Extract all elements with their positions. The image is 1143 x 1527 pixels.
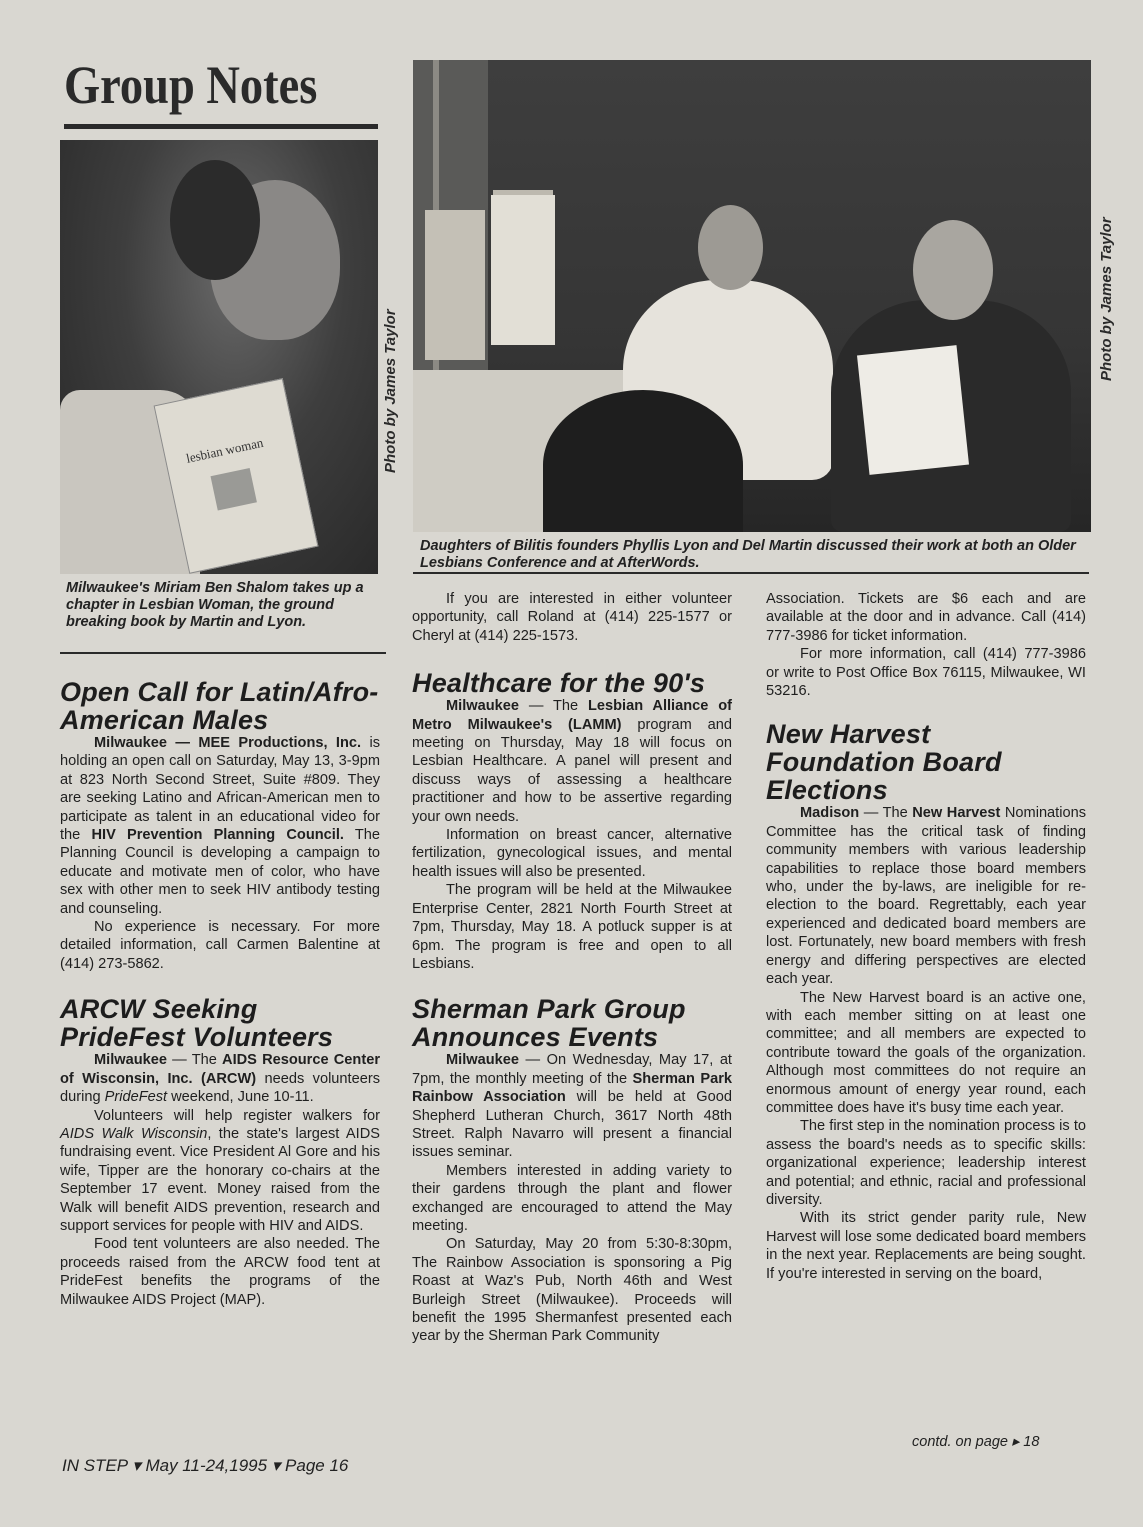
headline-arcw: ARCW Seeking PrideFest Volunteers bbox=[60, 994, 334, 1053]
section-title: Group Notes bbox=[64, 55, 318, 115]
photo-miriam-ben-shalom bbox=[60, 140, 378, 574]
column-2 bbox=[412, 590, 732, 1346]
photo-lyon-and-martin bbox=[413, 60, 1091, 532]
column-3 bbox=[766, 590, 1086, 1283]
new-harvest-paragraph-4: With its strict gender parity rule, New Harvest will lose some dedicated board members in the next year. Replacements are being sought. If you're interested in serving on the board, bbox=[766, 1210, 1086, 1282]
new-harvest-paragraph-3: The first step in the nomination process is to assess the board's needs as to specific skills: organizational experience; leadership interest and potential; and ethnic, racial and professional diversity. bbox=[766, 1118, 1086, 1208]
sherman-paragraph-1: Milwaukee — On Wednesday, May 17, at 7pm, the monthly meeting of the Sherman Park Rainbow Association will be held at Good Shepherd Lutheran Church, 3617 North 48th Street. Ralph Navarro will present a financial issues seminar. bbox=[412, 1052, 732, 1161]
healthcare-paragraph-2: Information on breast cancer, alternative fertilization, gynecological issues, and mental health issues will also be presented. bbox=[412, 827, 732, 880]
column-1 bbox=[60, 678, 380, 1309]
title-rule bbox=[64, 124, 378, 129]
caption-left: Milwaukee's Miriam Ben Shalom takes up a chapter in Lesbian Woman, the ground breaking book by Martin and Lyon. bbox=[66, 580, 364, 630]
arcw-paragraph-3: Food tent volunteers are also needed. The proceeds raised from the ARCW food tent at PrideFest benefits the programs of the Milwaukee AIDS Project (MAP). bbox=[60, 1236, 380, 1308]
arcw-paragraph-2: Volunteers will help register walkers for AIDS Walk Wisconsin, the state's largest AIDS fundraising event. Vice President Al Gore and his wife, Tipper are the honorary co-chairs at the September 17 event. Money raised from the Walk will benefit AIDS prevention, research and support services for people with HIV and AIDS. bbox=[60, 1107, 380, 1234]
photo-credit-right: Photo by James Taylor bbox=[1098, 217, 1115, 381]
caption-left-rule bbox=[60, 652, 386, 654]
arcw-paragraph-4: If you are interested in either volunteer opportunity, call Roland at (414) 225-1577 or Cheryl at (414) 225-1573. bbox=[412, 591, 732, 644]
sherman-paragraph-2: Members interested in adding variety to their gardens through the plant and flower exchanged are encouraged to attend the May meeting. bbox=[412, 1162, 732, 1234]
new-harvest-paragraph-1: Madison — The New Harvest Nominations Committee has the critical task of finding community members with various leadership capabilities to replace those board members who, under the by-laws, are ineligible for re-election to the board. Regrettably, each year experienced and dedicated board members are lost. Fortunately, new board members with fresh energy and differing perspectives are elected each year. bbox=[766, 805, 1087, 988]
book-title: lesbian woman bbox=[184, 434, 265, 466]
healthcare-paragraph-1: Milwaukee — The Lesbian Alliance of Metro Milwaukee's (LAMM) program and meeting on Thursday, May 18 will focus on Lesbian Healthcare. A panel will present and discuss ways of assessing a healthcare practitioner and how to be assertive regarding your own needs. bbox=[412, 698, 732, 825]
photo-credit-left: Photo by James Taylor bbox=[382, 309, 399, 473]
new-harvest-paragraph-2: The New Harvest board is an active one, with each member sitting on at least one committee; and all members are expected to contribute toward the goals of the organization. Although most committees do not require an enormous amount of energy year round, each committee does have it's busy time each year. bbox=[766, 989, 1086, 1116]
arcw-paragraph-1: Milwaukee — The AIDS Resource Center of Wisconsin, Inc. (ARCW) needs volunteers during PrideFest weekend, June 10-11. bbox=[60, 1052, 380, 1106]
continued-on-page: contd. on page ▸ 18 bbox=[912, 1434, 1040, 1450]
page-footer: IN STEP ▾ May 11-24,1995 ▾ Page 16 bbox=[62, 1456, 349, 1475]
open-call-paragraph-2: No experience is necessary. For more detailed information, call Carmen Balentine at (414) 273-5862. bbox=[60, 919, 380, 972]
caption-right: Daughters of Bilitis founders Phyllis Lyon and Del Martin discussed their work at both an Older Lesbians Conference and at AfterWords. bbox=[420, 538, 1076, 571]
sherman-paragraph-4: For more information, call (414) 777-3986 or write to Post Office Box 76115, Milwaukee, WI 53216. bbox=[766, 646, 1086, 700]
healthcare-paragraph-3: The program will be held at the Milwaukee Enterprise Center, 2821 North Fourth Street at 7pm, Thursday, May 18. A potluck supper is at 6pm. The program is free and open to all Lesbians. bbox=[412, 882, 732, 972]
headline-healthcare: Healthcare for the 90's bbox=[412, 668, 706, 699]
headline-new-harvest: New Harvest Foundation Board Elections bbox=[766, 719, 1002, 806]
headline-sherman-park: Sherman Park Group Announces Events bbox=[412, 994, 686, 1053]
sherman-paragraph-3-continued: Association. Tickets are $6 each and are available at the door and in advance. Call (414) 777-3986 for ticket information. bbox=[766, 591, 1086, 644]
caption-right-rule bbox=[413, 572, 1089, 574]
sherman-paragraph-3: On Saturday, May 20 from 5:30-8:30pm, The Rainbow Association is sponsoring a Pig Roast at Waz's Pub, North 46th and West Burleigh Street (Milwaukee). Proceeds will benefit the 1995 Shermanfest presented each year by the Sherman Park Community bbox=[412, 1236, 732, 1345]
headline-open-call: Open Call for Latin/Afro-American Males bbox=[60, 677, 379, 735]
open-call-paragraph-1: Milwaukee — MEE Productions, Inc. is holding an open call on Saturday, May 13, 3-9pm at 823 North Second Street, Suite #809. They are seeking Latino and African-American men to participate as talent in an educational video for the HIV Prevention Planning Council. The Planning Council is developing a campaign to educate and motivate men of color, who have sex with other men to seek HIV antibody testing and counseling. bbox=[60, 735, 380, 917]
